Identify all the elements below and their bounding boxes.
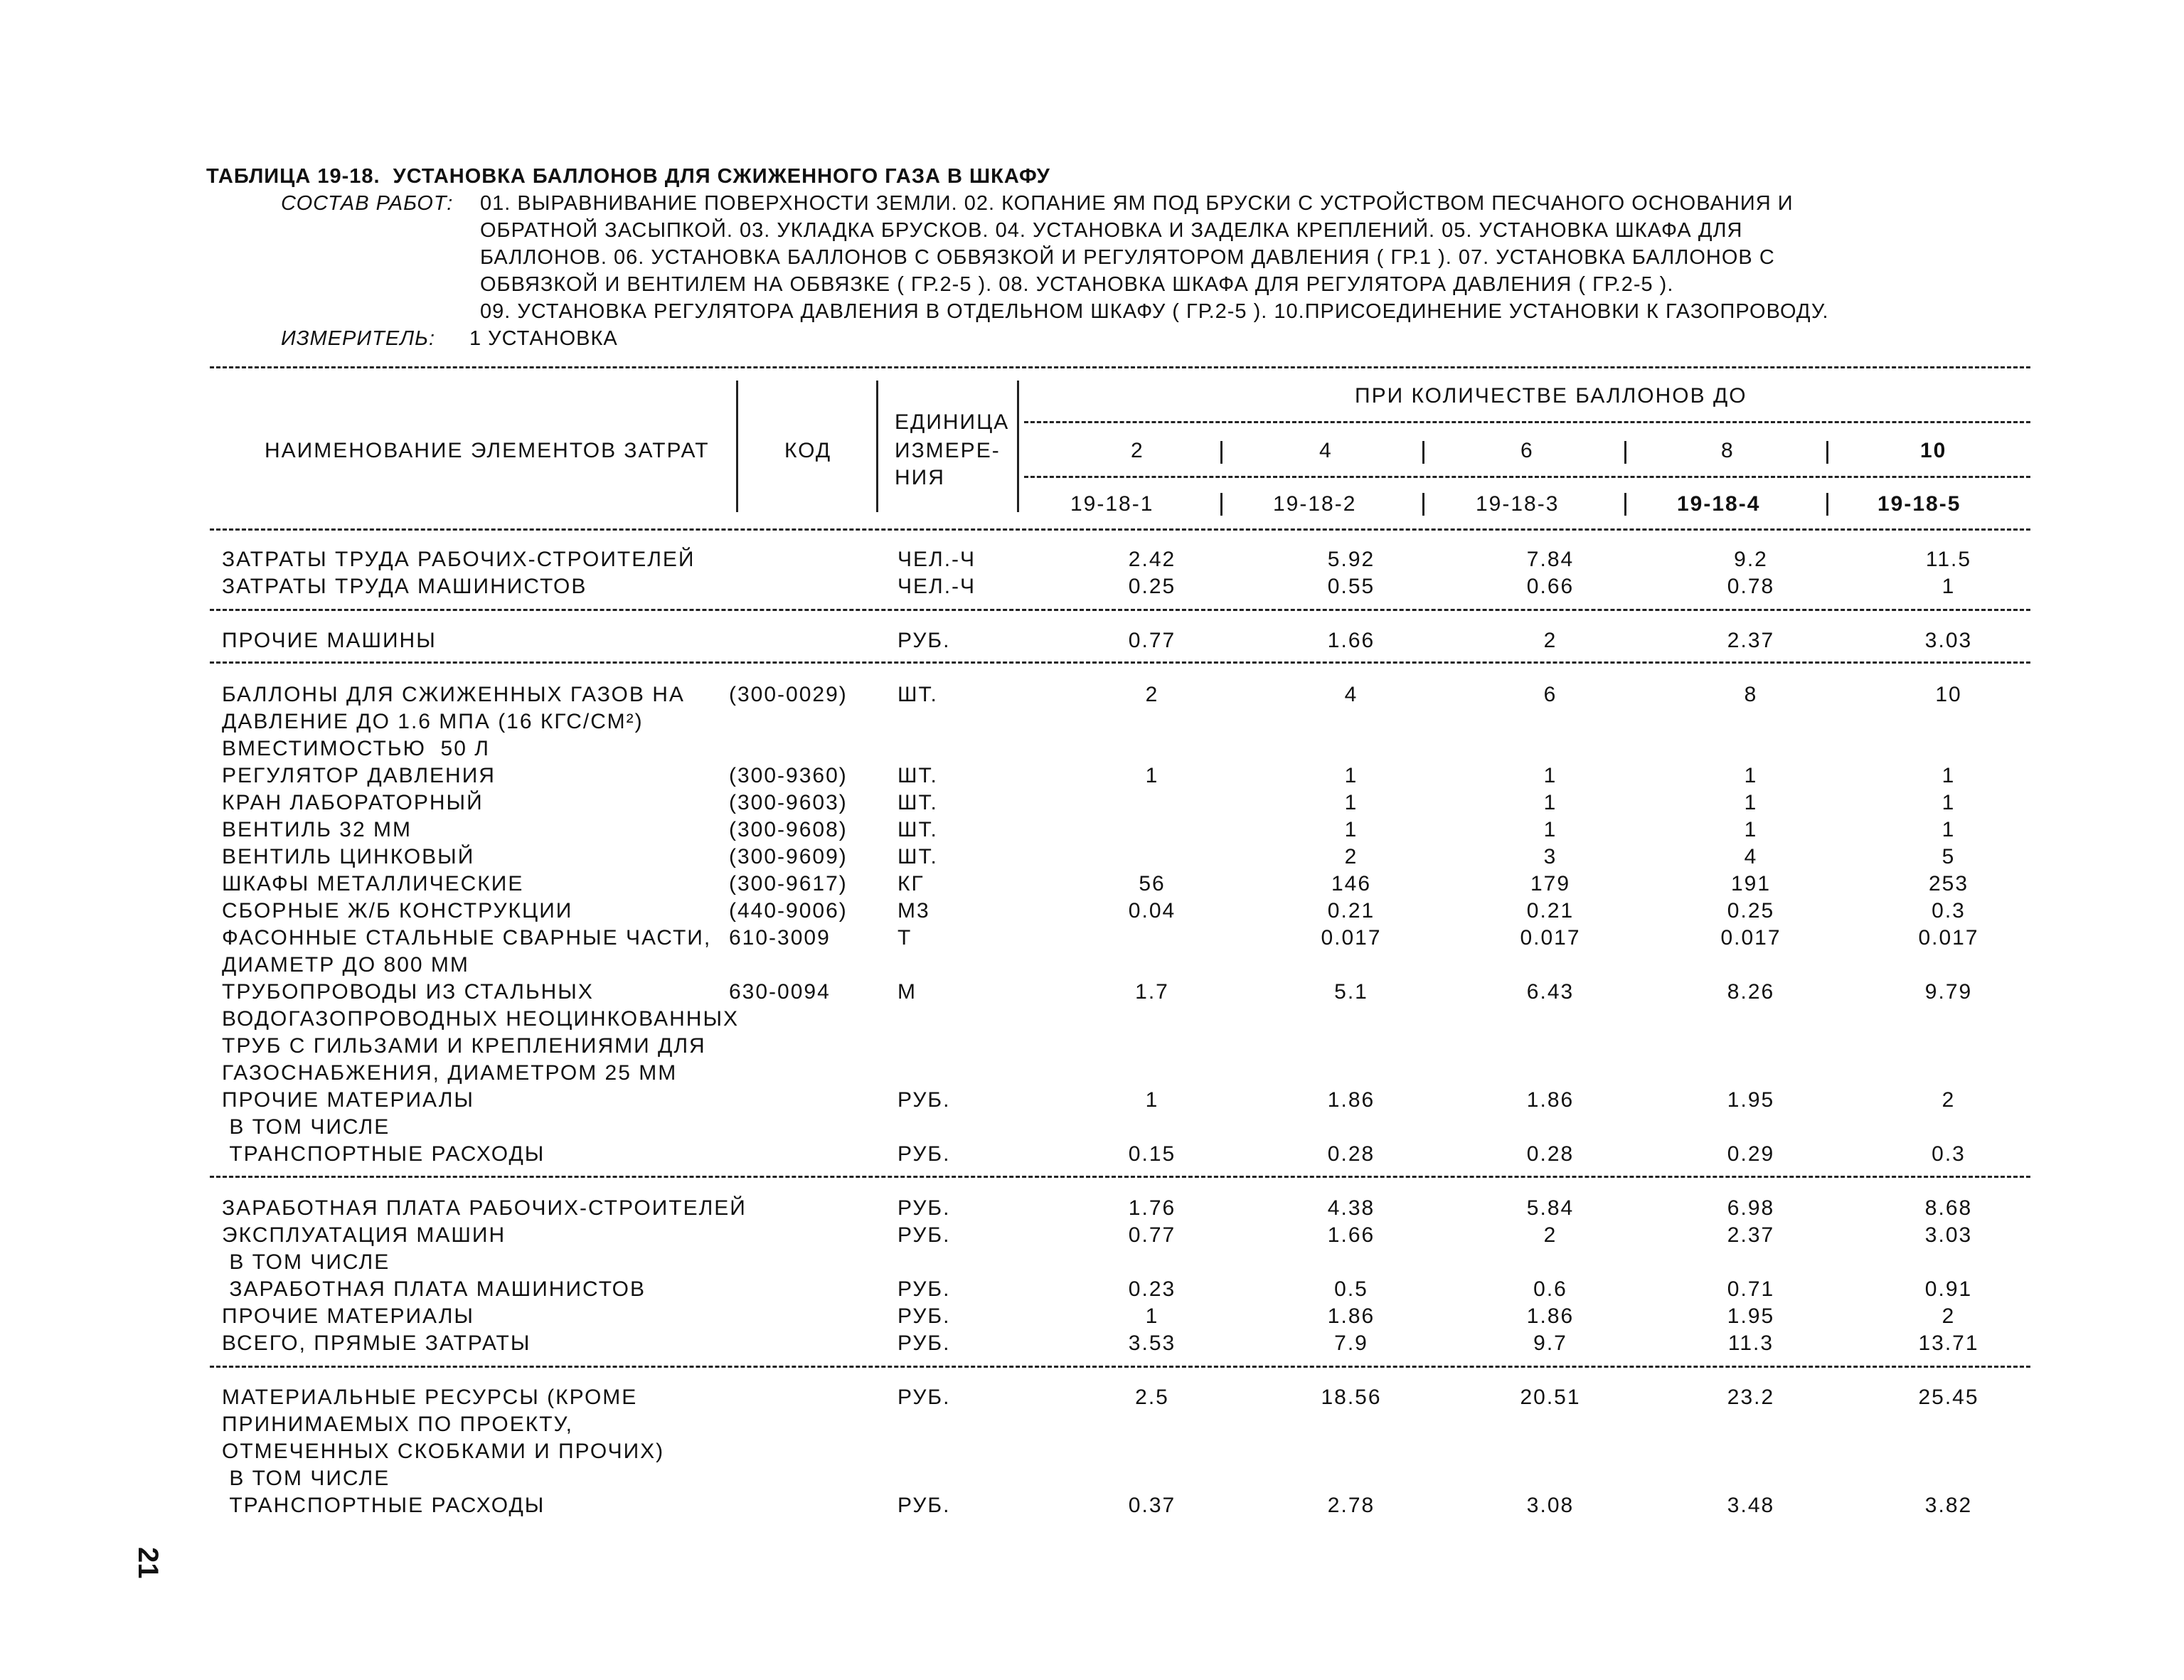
row-value-4: 1 (1744, 764, 1758, 787)
row-name: РЕГУЛЯТОР ДАВЛЕНИЯ (222, 764, 496, 787)
izmeritel-value: 1 УСТАНОВКА (469, 327, 618, 350)
row-name: ГАЗОСНАБЖЕНИЯ, ДИАМЕТРОМ 25 ММ (222, 1061, 678, 1085)
sostav-line-5: 09. УСТАНОВКА РЕГУЛЯТОРА ДАВЛЕНИЯ В ОТДЕЛЬНОМ ШКАФУ ( ГР.2-5 ). 10.ПРИСОЕДИНЕНИЕ УСТАНОВКИ К ГАЗОПРОВОДУ. (480, 300, 1829, 323)
header-name-col: НАИМЕНОВАНИЕ ЭЛЕМЕНТОВ ЗАТРАТ (265, 439, 710, 462)
row-name: ПРОЧИЕ МАТЕРИАЛЫ (222, 1088, 474, 1112)
row-value-1: 1 (1145, 1088, 1159, 1112)
row-name: ДАВЛЕНИЕ ДО 1.6 МПА (16 КГС/СМ²) (222, 710, 644, 733)
row-value-5: 1 (1941, 791, 1956, 814)
row-name: ЗАРАБОТНАЯ ПЛАТА МАШИНИСТОВ (222, 1277, 646, 1301)
row-value-3: 0.66 (1526, 575, 1575, 598)
row-name: ТРУБ С ГИЛЬЗАМИ И КРЕПЛЕНИЯМИ ДЛЯ (222, 1034, 706, 1058)
sostav-line-1: 01. ВЫРАВНИВАНИЕ ПОВЕРХНОСТИ ЗЕМЛИ. 02. КОПАНИЕ ЯМ ПОД БРУСКИ С УСТРОЙСТВОМ ПЕСЧАНОГО ОСНОВАНИЯ И (480, 192, 1794, 215)
row-unit: РУБ. (897, 1277, 951, 1301)
row-value-1: 2.42 (1128, 548, 1176, 571)
row-value-2: 1 (1344, 818, 1358, 841)
row-value-5: 0.017 (1918, 926, 1979, 950)
row-value-1: 0.23 (1128, 1277, 1176, 1301)
row-name: БАЛЛОНЫ ДЛЯ СЖИЖЕННЫХ ГАЗОВ НА (222, 683, 685, 706)
row-value-3: 0.6 (1533, 1277, 1567, 1301)
row-name: МАТЕРИАЛЬНЫЕ РЕСУРСЫ (КРОМЕ (222, 1386, 638, 1409)
row-value-1: 1.76 (1128, 1196, 1176, 1220)
row-unit: ШТ. (897, 845, 938, 868)
row-value-4: 11.3 (1727, 1331, 1774, 1355)
col-divider-unit (876, 381, 878, 512)
row-value-2: 5.1 (1334, 980, 1368, 1004)
row-name: ОТМЕЧЕННЫХ СКОБКАМИ И ПРОЧИХ) (222, 1440, 665, 1463)
row-value-4: 8.26 (1727, 980, 1775, 1004)
row-code: (300-9608) (729, 818, 848, 841)
row-value-5: 10 (1935, 683, 1962, 706)
code-divider-4 (1826, 493, 1828, 516)
row-value-5: 253 (1928, 872, 1969, 895)
count-divider-1 (1220, 441, 1222, 464)
row-value-2: 4 (1344, 683, 1358, 706)
row-value-5: 11.5 (1925, 548, 1972, 571)
row-unit: РУБ. (897, 1386, 951, 1409)
row-value-5: 1 (1941, 575, 1956, 598)
row-unit: М (897, 980, 917, 1004)
row-value-3: 20.51 (1520, 1386, 1581, 1409)
row-unit: РУБ. (897, 629, 951, 652)
row-unit: РУБ. (897, 1088, 951, 1112)
count-6: 6 (1520, 439, 1534, 462)
count-divider-3 (1624, 441, 1626, 464)
row-value-3: 3 (1543, 845, 1557, 868)
row-value-2: 18.56 (1321, 1386, 1382, 1409)
row-value-2: 1.86 (1327, 1304, 1375, 1328)
section-rule-1 (210, 609, 2030, 611)
norm-code-5: 19-18-5 (1877, 492, 1961, 516)
row-value-4: 0.29 (1727, 1142, 1775, 1166)
row-name: ТРАНСПОРТНЫЕ РАСХОДЫ (222, 1142, 545, 1166)
row-value-5: 0.3 (1932, 899, 1966, 923)
row-value-1: 1 (1145, 1304, 1159, 1328)
row-code: (300-9609) (729, 845, 848, 868)
norm-code-2: 19-18-2 (1273, 492, 1357, 516)
header-group-title: ПРИ КОЛИЧЕСТВЕ БАЛЛОНОВ ДО (1355, 384, 1747, 408)
row-value-1: 56 (1139, 872, 1166, 895)
row-value-2: 1 (1344, 791, 1358, 814)
row-value-3: 179 (1530, 872, 1571, 895)
row-name: ВЕНТИЛЬ ЦИНКОВЫЙ (222, 845, 475, 868)
row-unit: ШТ. (897, 764, 938, 787)
row-value-1: 0.15 (1128, 1142, 1176, 1166)
row-value-5: 2 (1941, 1304, 1956, 1328)
col-divider-values (1017, 381, 1019, 512)
row-value-3: 1 (1543, 818, 1557, 841)
row-value-3: 1.86 (1526, 1088, 1575, 1112)
row-unit: ШТ. (897, 818, 938, 841)
row-value-5: 3.03 (1924, 629, 1973, 652)
row-value-4: 6.98 (1727, 1196, 1775, 1220)
row-value-4: 0.78 (1727, 575, 1775, 598)
norm-code-4: 19-18-4 (1677, 492, 1761, 516)
row-value-4: 1 (1744, 818, 1758, 841)
row-value-1: 1 (1145, 764, 1159, 787)
row-value-3: 2 (1543, 1223, 1557, 1247)
row-name: В ТОМ ЧИСЛЕ (222, 1467, 390, 1490)
row-name: ВОДОГАЗОПРОВОДНЫХ НЕОЦИНКОВАННЫХ (222, 1007, 740, 1031)
row-value-5: 13.71 (1918, 1331, 1979, 1355)
row-value-1: 0.77 (1128, 1223, 1176, 1247)
row-value-2: 0.28 (1327, 1142, 1375, 1166)
sostav-line-4: ОБВЯЗКОЙ И ВЕНТИЛЕМ НА ОБВЯЗКЕ ( ГР.2-5 ). 08. УСТАНОВКА ШКАФА ДЛЯ РЕГУЛЯТОРА ДАВЛЕНИЯ ( ГР.2-5 ). (480, 273, 1674, 296)
row-unit: М3 (897, 899, 930, 923)
row-name: ПРИНИМАЕМЫХ ПО ПРОЕКТУ, (222, 1413, 573, 1436)
header-unit-line-2: ИЗМЕРЕ- (895, 439, 1001, 462)
header-unit-line-1: ЕДИНИЦА (895, 410, 1010, 434)
row-name: КРАН ЛАБОРАТОРНЫЙ (222, 791, 484, 814)
count-8: 8 (1721, 439, 1735, 462)
row-value-1: 0.04 (1128, 899, 1176, 923)
row-value-3: 5.84 (1526, 1196, 1575, 1220)
row-name: ПРОЧИЕ МАТЕРИАЛЫ (222, 1304, 474, 1328)
row-value-4: 1.95 (1727, 1088, 1775, 1112)
row-value-4: 191 (1730, 872, 1772, 895)
row-value-3: 2 (1543, 629, 1557, 652)
row-value-3: 0.017 (1520, 926, 1581, 950)
row-code: (300-9617) (729, 872, 848, 895)
row-unit: Т (897, 926, 912, 950)
row-unit: ШТ. (897, 683, 938, 706)
row-name: ВМЕСТИМОСТЬЮ 50 Л (222, 737, 490, 760)
row-value-2: 1.66 (1327, 629, 1375, 652)
row-value-5: 1 (1941, 764, 1956, 787)
row-name: ТРУБОПРОВОДЫ ИЗ СТАЛЬНЫХ (222, 980, 594, 1004)
izmeritel-label: ИЗМЕРИТЕЛЬ: (281, 327, 436, 350)
row-code: (300-9603) (729, 791, 848, 814)
row-value-5: 25.45 (1918, 1386, 1979, 1409)
row-name: ПРОЧИЕ МАШИНЫ (222, 629, 437, 652)
row-value-2: 146 (1331, 872, 1372, 895)
row-code: (300-9360) (729, 764, 848, 787)
count-divider-2 (1422, 441, 1424, 464)
norm-code-1: 19-18-1 (1070, 492, 1154, 516)
row-value-4: 3.48 (1727, 1494, 1775, 1517)
row-value-1: 0.77 (1128, 629, 1176, 652)
table-title: ТАБЛИЦА 19-18. УСТАНОВКА БАЛЛОНОВ ДЛЯ СЖИЖЕННОГО ГАЗА В ШКАФУ (206, 165, 1050, 188)
row-value-4: 0.71 (1727, 1277, 1775, 1301)
row-value-3: 7.84 (1526, 548, 1575, 571)
row-value-3: 6 (1543, 683, 1557, 706)
row-value-5: 3.03 (1924, 1223, 1973, 1247)
row-name: ДИАМЕТР ДО 800 ММ (222, 953, 469, 977)
row-value-3: 1.86 (1526, 1304, 1575, 1328)
row-name: ЭКСПЛУАТАЦИЯ МАШИН (222, 1223, 506, 1247)
row-value-2: 7.9 (1334, 1331, 1368, 1355)
row-unit: ЧЕЛ.-Ч (897, 548, 976, 571)
row-name: ТРАНСПОРТНЫЕ РАСХОДЫ (222, 1494, 545, 1517)
row-value-4: 4 (1744, 845, 1758, 868)
row-code: (440-9006) (729, 899, 848, 923)
row-value-4: 9.2 (1734, 548, 1768, 571)
row-value-4: 1.95 (1727, 1304, 1775, 1328)
row-value-4: 0.25 (1727, 899, 1775, 923)
row-unit: РУБ. (897, 1142, 951, 1166)
row-name: ШКАФЫ МЕТАЛЛИЧЕСКИЕ (222, 872, 524, 895)
section-rule-3 (210, 1176, 2030, 1178)
page-number: 21 (132, 1547, 164, 1579)
row-value-2: 0.017 (1321, 926, 1382, 950)
header-unit-line-3: НИЯ (895, 466, 945, 489)
row-value-1: 1.7 (1135, 980, 1169, 1004)
row-value-2: 1 (1344, 764, 1358, 787)
row-unit: РУБ. (897, 1494, 951, 1517)
sostav-label: СОСТАВ РАБОТ: (281, 192, 454, 215)
row-unit: РУБ. (897, 1304, 951, 1328)
code-divider-1 (1220, 493, 1222, 516)
row-code: 630-0094 (729, 980, 831, 1004)
row-name: В ТОМ ЧИСЛЕ (222, 1115, 390, 1139)
row-value-1: 2 (1145, 683, 1159, 706)
row-value-2: 4.38 (1327, 1196, 1375, 1220)
row-name: ВЕНТИЛЬ 32 ММ (222, 818, 412, 841)
row-value-5: 5 (1941, 845, 1956, 868)
row-value-3: 0.21 (1526, 899, 1575, 923)
header-sub-rule-1 (1024, 421, 2030, 423)
row-value-5: 3.82 (1924, 1494, 1973, 1517)
row-name: ЗАТРАТЫ ТРУДА РАБОЧИХ-СТРОИТЕЛЕЙ (222, 548, 696, 571)
table-top-rule (210, 366, 2030, 368)
row-value-2: 1.86 (1327, 1088, 1375, 1112)
section-rule-4 (210, 1366, 2030, 1368)
header-sub-rule-2 (1024, 476, 2030, 478)
row-value-3: 0.28 (1526, 1142, 1575, 1166)
row-value-5: 8.68 (1924, 1196, 1973, 1220)
row-value-4: 0.017 (1720, 926, 1781, 950)
row-value-3: 9.7 (1533, 1331, 1567, 1355)
row-value-5: 1 (1941, 818, 1956, 841)
code-divider-3 (1624, 493, 1626, 516)
row-value-5: 2 (1941, 1088, 1956, 1112)
row-value-4: 23.2 (1727, 1386, 1775, 1409)
row-name: ЗАРАБОТНАЯ ПЛАТА РАБОЧИХ-СТРОИТЕЛЕЙ (222, 1196, 747, 1220)
row-value-4: 8 (1744, 683, 1758, 706)
row-value-5: 0.91 (1924, 1277, 1973, 1301)
count-4: 4 (1319, 439, 1333, 462)
row-value-2: 2 (1344, 845, 1358, 868)
row-name: В ТОМ ЧИСЛЕ (222, 1250, 390, 1274)
row-value-3: 3.08 (1526, 1494, 1575, 1517)
section-rule-2 (210, 661, 2030, 664)
norm-code-3: 19-18-3 (1476, 492, 1560, 516)
row-value-2: 0.55 (1327, 575, 1375, 598)
row-value-2: 5.92 (1327, 548, 1375, 571)
row-unit: РУБ. (897, 1223, 951, 1247)
count-2: 2 (1131, 439, 1144, 462)
row-value-5: 9.79 (1924, 980, 1973, 1004)
row-code: 610-3009 (729, 926, 831, 950)
count-divider-4 (1826, 441, 1828, 464)
row-value-1: 0.37 (1128, 1494, 1176, 1517)
row-value-1: 0.25 (1128, 575, 1176, 598)
row-value-2: 2.78 (1327, 1494, 1375, 1517)
row-value-4: 2.37 (1727, 1223, 1775, 1247)
row-value-1: 3.53 (1128, 1331, 1176, 1355)
row-value-3: 1 (1543, 764, 1557, 787)
count-10: 10 (1920, 439, 1947, 462)
row-value-3: 6.43 (1526, 980, 1575, 1004)
col-divider-code (736, 381, 738, 512)
row-value-2: 1.66 (1327, 1223, 1375, 1247)
code-divider-2 (1422, 493, 1424, 516)
row-value-5: 0.3 (1932, 1142, 1966, 1166)
header-bottom-rule (210, 528, 2030, 531)
row-value-3: 1 (1543, 791, 1557, 814)
sostav-line-2: ОБРАТНОЙ ЗАСЫПКОЙ. 03. УКЛАДКА БРУСКОВ. 04. УСТАНОВКА И ЗАДЕЛКА КРЕПЛЕНИЙ. 05. УСТАНОВКА ШКАФА ДЛЯ (480, 219, 1743, 242)
row-value-4: 2.37 (1727, 629, 1775, 652)
row-name: ФАСОННЫЕ СТАЛЬНЫЕ СВАРНЫЕ ЧАСТИ, (222, 926, 712, 950)
row-value-2: 0.21 (1327, 899, 1375, 923)
sostav-line-3: БАЛЛОНОВ. 06. УСТАНОВКА БАЛЛОНОВ С ОБВЯЗКОЙ И РЕГУЛЯТОРОМ ДАВЛЕНИЯ ( ГР.1 ). 07. УСТАНОВКА БАЛЛОНОВ С (480, 246, 1775, 269)
row-unit: КГ (897, 872, 925, 895)
row-value-1: 2.5 (1135, 1386, 1169, 1409)
row-unit: РУБ. (897, 1196, 951, 1220)
row-unit: ЧЕЛ.-Ч (897, 575, 976, 598)
row-code: (300-0029) (729, 683, 848, 706)
row-value-2: 0.5 (1334, 1277, 1368, 1301)
row-name: ВСЕГО, ПРЯМЫЕ ЗАТРАТЫ (222, 1331, 531, 1355)
row-unit: ШТ. (897, 791, 938, 814)
row-value-4: 1 (1744, 791, 1758, 814)
row-name: ЗАТРАТЫ ТРУДА МАШИНИСТОВ (222, 575, 587, 598)
header-code-col: КОД (784, 439, 832, 462)
row-unit: РУБ. (897, 1331, 951, 1355)
row-name: СБОРНЫЕ Ж/Б КОНСТРУКЦИИ (222, 899, 573, 923)
